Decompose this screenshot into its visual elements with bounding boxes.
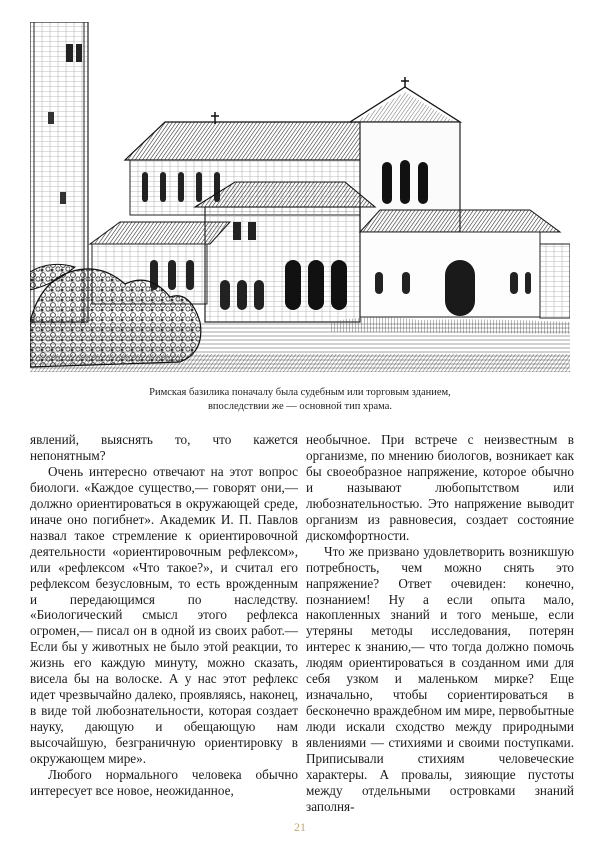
paragraph: Любого нормального человека обычно интересует все новое, неожиданное, bbox=[30, 767, 298, 798]
page-number: 21 bbox=[294, 820, 306, 834]
paragraph: явлений, выяснять то, что кажется непонятным? bbox=[30, 432, 298, 463]
paragraph: Что же призвано удовлетворить возникшую потребность, чем можно снять это напряжение? Ответ очевиден: конечно, познанием! Ну а если опыта мало, накопленных знаний и того меньше, если утеряны методы исследования, потерян интерес к знанию,— что тогда должно помочь людям ориентироваться в созданном ими для себя узком и маленьком мирке? Еще изначально, чтобы сориентироваться в бесконечно враждебном им мире, первобытные люди искали сходство между природными явлениями — стихиями и своими поступками. Приписывали стихиям человеческие характеры. А провалы, зияющие пустоты между отдельными островками знаний заполня- bbox=[306, 543, 574, 814]
caption-line-2: впоследствии же — основной тип храма. bbox=[207, 401, 393, 412]
figure-caption bbox=[80, 386, 520, 414]
paragraph: необычное. При встрече с неизвестным в организме, по мнению биологов, возникает как бы своеобразное напряжение, которое обычно и называют любопытством или любознательностью. Это напряжение выводит организм из равновесия, создает состояние дискомфортности. bbox=[306, 432, 574, 543]
paragraph: Очень интересно отвечают на этот вопрос биологи. «Каждое существо,— говорят они,— должно ориентироваться в окружающей среде, иначе оно погибнет». Академик И. П. Павлов назвал такое стремление к ориентировочной деятельности «ориентировочным рефлексом», или «рефлексом «Что такое?», и считал его рефлексом безусловным, то есть врожденным и передающимся по наследству. «Биологический смысл этого рефлекса огромен,— писал он в одной из своих работ.— Если бы у животных не было этой реакции, то жизнь его каждую минуту, можно сказать, висела бы на волоске. А у нас этот рефлекс идет чрезвычайно далеко, проявляясь, наконец, в виде той любознательности, которая создает науку, дающую и обещающую нам высочайшую, безграничную ориентировку в окружающем мире». bbox=[30, 463, 298, 767]
caption-line-1: Римская базилика поначалу была судебным или торговым зданием, bbox=[149, 387, 451, 398]
basilica-drawing bbox=[30, 22, 570, 372]
text-column-right bbox=[306, 432, 574, 815]
text-column-left bbox=[30, 432, 298, 799]
basilica-illustration bbox=[30, 22, 570, 372]
